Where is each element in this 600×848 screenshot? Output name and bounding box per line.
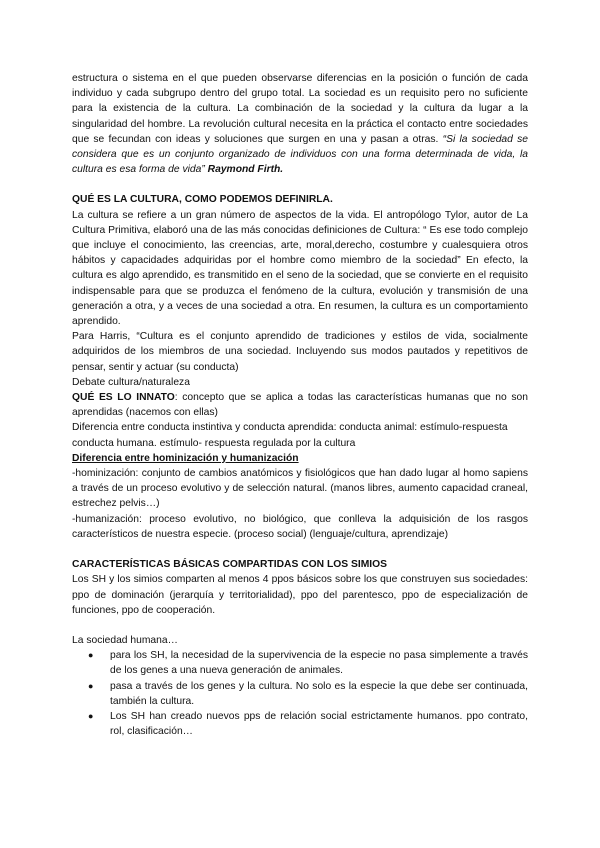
innato-paragraph xyxy=(72,390,528,420)
conducta-paragraph: Diferencia entre conducta instintiva y conducta aprendida: conducta animal: estímulo-respuesta xyxy=(72,422,508,434)
firth-quote: “Si la sociedad se considera que es un conjunto organizado de individuos con una forma determinada de vida, la cultura es esa forma de vida” xyxy=(72,133,528,176)
section-heading-simios: CARACTERÍSTICAS BÁSICAS COMPARTIDAS CON LOS SIMIOS xyxy=(72,559,388,571)
hominizacion-subheading: Diferencia entre hominización y humanización xyxy=(72,452,299,464)
document-page xyxy=(72,71,528,739)
debate-line: Debate cultura/naturaleza xyxy=(72,376,190,388)
quote-author: Raymond Firth. xyxy=(207,164,284,176)
intro-text: estructura o sistema en el que pueden observarse diferencias en la posición o función de cada individuo y cada subgrupo dentro del grupo total. La sociedad es un requisito pero no suficiente para la existencia de la cultura. La combinación de la sociedad y la cultura da lugar a la singularidad del hombre. La revolución cultural necesita en la práctica el contacto entre sociedades que se fecundan con ideas y soluciones que surgen en una y pasan a otras. xyxy=(72,73,528,145)
list-item: ● Los SH han creado nuevos pps de relación social estrictamente humanos. ppo contrato, rol, clasificación… xyxy=(88,710,528,738)
paragraph-gap xyxy=(72,618,528,633)
bullet-icon: ● xyxy=(88,680,94,691)
bullet-icon: ● xyxy=(88,710,94,721)
innato-text: : concepto que se aplica a todas las características humanas que no son aprendidas (nacemos con ellas) xyxy=(72,392,528,419)
list-item: ● pasa a través de los genes y la cultura. No solo es la especie la que debe ser continuada, también la cultura. xyxy=(88,680,528,707)
simios-paragraph: Los SH y los simios comparten al menos 4 ppos básicos sobre los que construyen sus sociedades: ppo de dominación (jerarquía y territorialidad), ppo del parentesco, ppo de especialización de funciones, ppo de cooperación. xyxy=(72,574,528,616)
harris-paragraph: Para Harris, “Cultura es el conjunto aprendido de tradiciones y estilos de vida, socialmente adquiridos de los miembros de una sociedad. Incluyendo sus modos pautados y repetitivos de pensar, sentir y actuar (su conducta) xyxy=(72,331,528,373)
section-heading-cultura: QUÉ ES LA CULTURA, COMO PODEMOS DEFINIRLA. xyxy=(72,194,333,206)
hominizacion-paragraph: -hominización: conjunto de cambios anatómicos y fisiológicos que han dado lugar al homo sapiens a través de un proceso evolutivo y de selección natural. (manos libres, aumento capacidad craneal, estrechez pelvis…) xyxy=(72,468,528,510)
conducta-humana-line: conducta humana. estímulo- respuesta regulada por la cultura xyxy=(72,437,356,449)
innato-label: QUÉ ES LO INNATO xyxy=(72,392,175,404)
intro-paragraph xyxy=(72,71,528,177)
bullet-icon: ● xyxy=(88,650,94,661)
humanizacion-paragraph: -humanización: proceso evolutivo, no biológico, que conlleva la adquisición de los rasgos característicos de nuestra especie. (proceso social) (lenguaje/cultura, aprendizaje) xyxy=(72,513,528,540)
sociedad-humana-lead: La sociedad humana… xyxy=(72,634,178,646)
sociedad-humana-list xyxy=(72,648,528,739)
tylor-paragraph: La cultura se refiere a un gran número de aspectos de la vida. El antropólogo Tylor, autor de La Cultura Primitiva, elaboró una de las más conocidas definiciones de Cultura: “ Es ese todo complejo que incluye el conocimiento, las creencias, arte, moral,derecho, costumbre y cualesquiera otros hábitos y capacidades adquiridas por el hombre como miembro de la sociedad” En efecto, la cultura es algo aprendido, es transmitido en el seno de la sociedad, que se convierte en el requisito indispensable para que se produzca el fenómeno de la cultura, evolución y transmisión de una generación a otra, y a veces de una sociedad a otra. En resumen, la cultura es un comportamiento aprendido. xyxy=(72,209,528,328)
list-item: ● para los SH, la necesidad de la supervivencia de la especie no pasa simplemente a través de los genes a una nueva generación de animales. xyxy=(88,650,528,677)
